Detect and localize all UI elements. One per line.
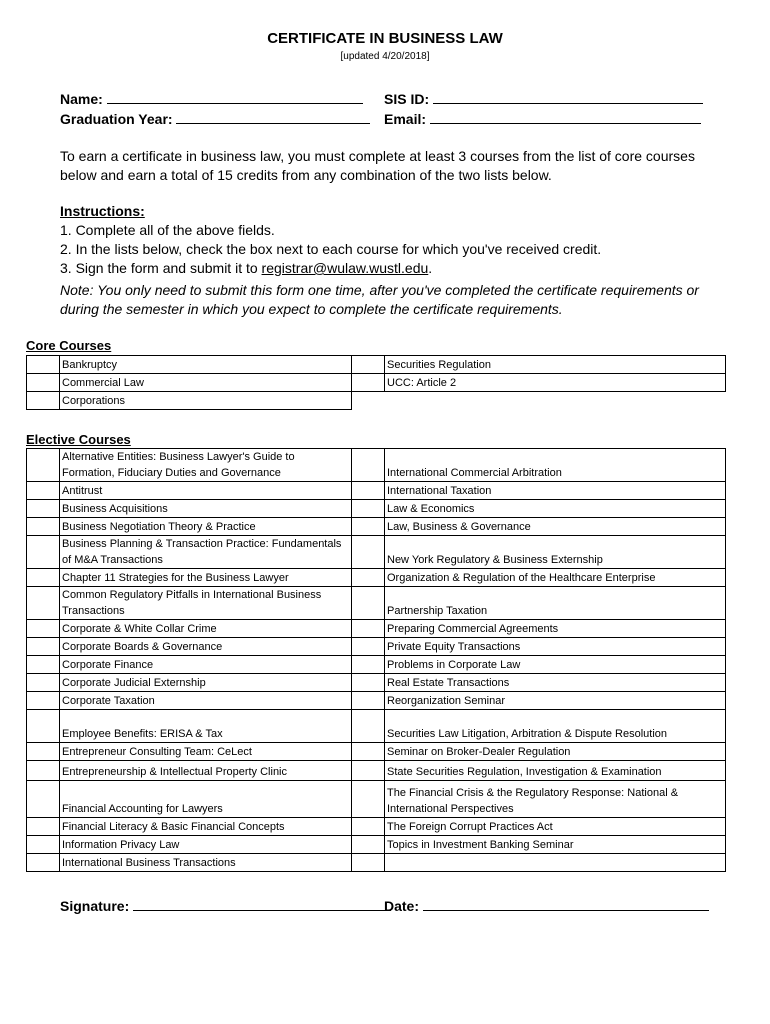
table-row (27, 500, 726, 518)
date-input-line[interactable] (423, 910, 709, 911)
course-name: The Foreign Corrupt Practices Act (385, 818, 726, 836)
course-checkbox[interactable] (352, 692, 385, 710)
course-name: Topics in Investment Banking Seminar (385, 836, 726, 854)
signature-label: Signature: (60, 898, 130, 914)
table-row (27, 392, 726, 410)
table-row (27, 781, 726, 818)
course-checkbox[interactable] (27, 854, 60, 872)
course-checkbox[interactable] (352, 569, 385, 587)
email-input-line[interactable] (430, 123, 701, 124)
table-row (27, 638, 726, 656)
course-checkbox[interactable] (27, 743, 60, 761)
course-checkbox[interactable] (27, 761, 60, 781)
course-checkbox[interactable] (27, 356, 60, 374)
course-name: Securities Law Litigation, Arbitration & Dispute Resolution (385, 710, 726, 743)
table-row (27, 818, 726, 836)
course-checkbox[interactable] (352, 374, 385, 392)
course-checkbox[interactable] (352, 854, 385, 872)
course-name: Corporate Judicial Externship (60, 674, 352, 692)
course-checkbox[interactable] (27, 518, 60, 536)
instruction-step-3-period: . (428, 260, 433, 276)
course-name (385, 854, 726, 872)
course-checkbox[interactable] (352, 620, 385, 638)
course-name: International Commercial Arbitration (385, 449, 726, 482)
graduation-year-label: Graduation Year: (60, 111, 173, 127)
name-label: Name: (60, 91, 103, 107)
course-name: Commercial Law (60, 374, 352, 392)
course-checkbox[interactable] (352, 587, 385, 620)
table-row (27, 656, 726, 674)
table-row (27, 674, 726, 692)
course-checkbox[interactable] (27, 482, 60, 500)
course-name: Corporate Boards & Governance (60, 638, 352, 656)
course-name: Entrepreneurship & Intellectual Property Clinic (60, 761, 352, 781)
course-name: Financial Literacy & Basic Financial Concepts (60, 818, 352, 836)
course-checkbox[interactable] (352, 656, 385, 674)
course-name: International Taxation (385, 482, 726, 500)
course-name: Preparing Commercial Agreements (385, 620, 726, 638)
course-name: Private Equity Transactions (385, 638, 726, 656)
course-name: Alternative Entities: Business Lawyer's Guide to Formation, Fiduciary Duties and Governance (60, 449, 352, 482)
signature-input-line[interactable] (133, 910, 391, 911)
course-name: Corporate Taxation (60, 692, 352, 710)
elective-courses-table (26, 448, 726, 872)
course-checkbox[interactable] (27, 781, 60, 818)
course-name: Law, Business & Governance (385, 518, 726, 536)
course-checkbox[interactable] (27, 674, 60, 692)
instruction-step-3 (60, 259, 432, 278)
course-name: Business Planning & Transaction Practice: Fundamentals of M&A Transactions (60, 536, 352, 569)
course-checkbox[interactable] (352, 818, 385, 836)
table-row (27, 710, 726, 743)
table-row (27, 854, 726, 872)
course-checkbox[interactable] (27, 374, 60, 392)
graduation-year-input-line[interactable] (176, 123, 370, 124)
table-row (27, 761, 726, 781)
course-checkbox[interactable] (27, 710, 60, 743)
course-name: Bankruptcy (60, 356, 352, 374)
course-checkbox[interactable] (27, 449, 60, 482)
course-checkbox[interactable] (27, 836, 60, 854)
registrar-email-link[interactable]: registrar@wulaw.wustl.edu (261, 260, 429, 276)
name-field (60, 91, 363, 107)
course-name: Common Regulatory Pitfalls in International Business Transactions (60, 587, 352, 620)
course-name: Corporate & White Collar Crime (60, 620, 352, 638)
table-row (27, 836, 726, 854)
table-row (27, 449, 726, 482)
course-checkbox[interactable] (27, 569, 60, 587)
table-row (27, 692, 726, 710)
course-checkbox[interactable] (352, 482, 385, 500)
course-checkbox[interactable] (27, 656, 60, 674)
course-checkbox[interactable] (352, 536, 385, 569)
instruction-step-1: 1. Complete all of the above fields. (60, 222, 275, 238)
core-courses-heading: Core Courses (26, 338, 112, 353)
course-name: Corporations (60, 392, 352, 410)
course-checkbox[interactable] (352, 500, 385, 518)
course-name: Employee Benefits: ERISA & Tax (60, 710, 352, 743)
table-row (27, 374, 726, 392)
course-checkbox[interactable] (27, 587, 60, 620)
graduation-year-field (60, 111, 370, 127)
name-input-line[interactable] (107, 103, 363, 104)
course-checkbox[interactable] (27, 818, 60, 836)
course-checkbox[interactable] (27, 620, 60, 638)
course-checkbox[interactable] (352, 518, 385, 536)
course-name: Law & Economics (385, 500, 726, 518)
course-checkbox[interactable] (27, 692, 60, 710)
instructions-note: Note: You only need to submit this form one time, after you've completed the certificate requirements or during the semester in which you expect to complete the certificate requirements. (60, 282, 699, 317)
form-title: CERTIFICATE IN BUSINESS LAW (267, 30, 503, 47)
sis-id-input-line[interactable] (433, 103, 703, 104)
course-checkbox[interactable] (352, 638, 385, 656)
course-name: Reorganization Seminar (385, 692, 726, 710)
course-name: Chapter 11 Strategies for the Business Lawyer (60, 569, 352, 587)
course-checkbox[interactable] (27, 500, 60, 518)
course-checkbox[interactable] (352, 356, 385, 374)
course-checkbox[interactable] (352, 761, 385, 781)
instruction-step-2: 2. In the lists below, check the box next to each course for which you've received credit. (60, 241, 602, 257)
course-name: Seminar on Broker-Dealer Regulation (385, 743, 726, 761)
table-row (27, 587, 726, 620)
table-row (27, 620, 726, 638)
course-name: Partnership Taxation (385, 587, 726, 620)
course-checkbox[interactable] (352, 781, 385, 818)
course-name: Entrepreneur Consulting Team: CeLect (60, 743, 352, 761)
table-row (27, 536, 726, 569)
updated-date: [updated 4/20/2018] (340, 51, 430, 62)
course-name: Antitrust (60, 482, 352, 500)
email-label: Email: (384, 111, 427, 127)
course-checkbox[interactable] (27, 392, 60, 410)
course-checkbox[interactable] (352, 710, 385, 743)
course-name: New York Regulatory & Business Externship (385, 536, 726, 569)
sis-id-label: SIS ID: (384, 91, 430, 107)
table-row (27, 518, 726, 536)
course-name: Information Privacy Law (60, 836, 352, 854)
sis-id-field (384, 91, 703, 107)
course-checkbox[interactable] (352, 836, 385, 854)
core-courses-table (26, 355, 726, 410)
course-checkbox[interactable] (352, 743, 385, 761)
table-row (27, 743, 726, 761)
course-checkbox[interactable] (352, 674, 385, 692)
table-row (27, 356, 726, 374)
email-field (384, 111, 701, 127)
course-name: Financial Accounting for Lawyers (60, 781, 352, 818)
elective-courses-heading: Elective Courses (26, 432, 131, 447)
date-field (384, 898, 709, 914)
course-checkbox[interactable] (27, 536, 60, 569)
course-name: Business Acquisitions (60, 500, 352, 518)
table-row (27, 482, 726, 500)
course-checkbox[interactable] (352, 449, 385, 482)
course-name: Business Negotiation Theory & Practice (60, 518, 352, 536)
course-name: International Business Transactions (60, 854, 352, 872)
course-name: Real Estate Transactions (385, 674, 726, 692)
course-name: UCC: Article 2 (385, 374, 726, 392)
instructions-heading: Instructions: (60, 203, 145, 219)
date-label: Date: (384, 898, 420, 914)
course-name: Organization & Regulation of the Healthcare Enterprise (385, 569, 726, 587)
course-name: The Financial Crisis & the Regulatory Response: National & International Perspectives (385, 781, 726, 818)
course-name: Problems in Corporate Law (385, 656, 726, 674)
table-row (27, 569, 726, 587)
course-checkbox[interactable] (27, 638, 60, 656)
signature-field (60, 898, 391, 914)
course-name: State Securities Regulation, Investigation & Examination (385, 761, 726, 781)
instruction-step-3-text: 3. Sign the form and submit it to (60, 260, 262, 276)
course-name: Corporate Finance (60, 656, 352, 674)
course-name: Securities Regulation (385, 356, 726, 374)
intro-paragraph: To earn a certificate in business law, you must complete at least 3 courses from the list of core courses below and earn a total of 15 credits from any combination of the two lists below. (60, 148, 695, 183)
